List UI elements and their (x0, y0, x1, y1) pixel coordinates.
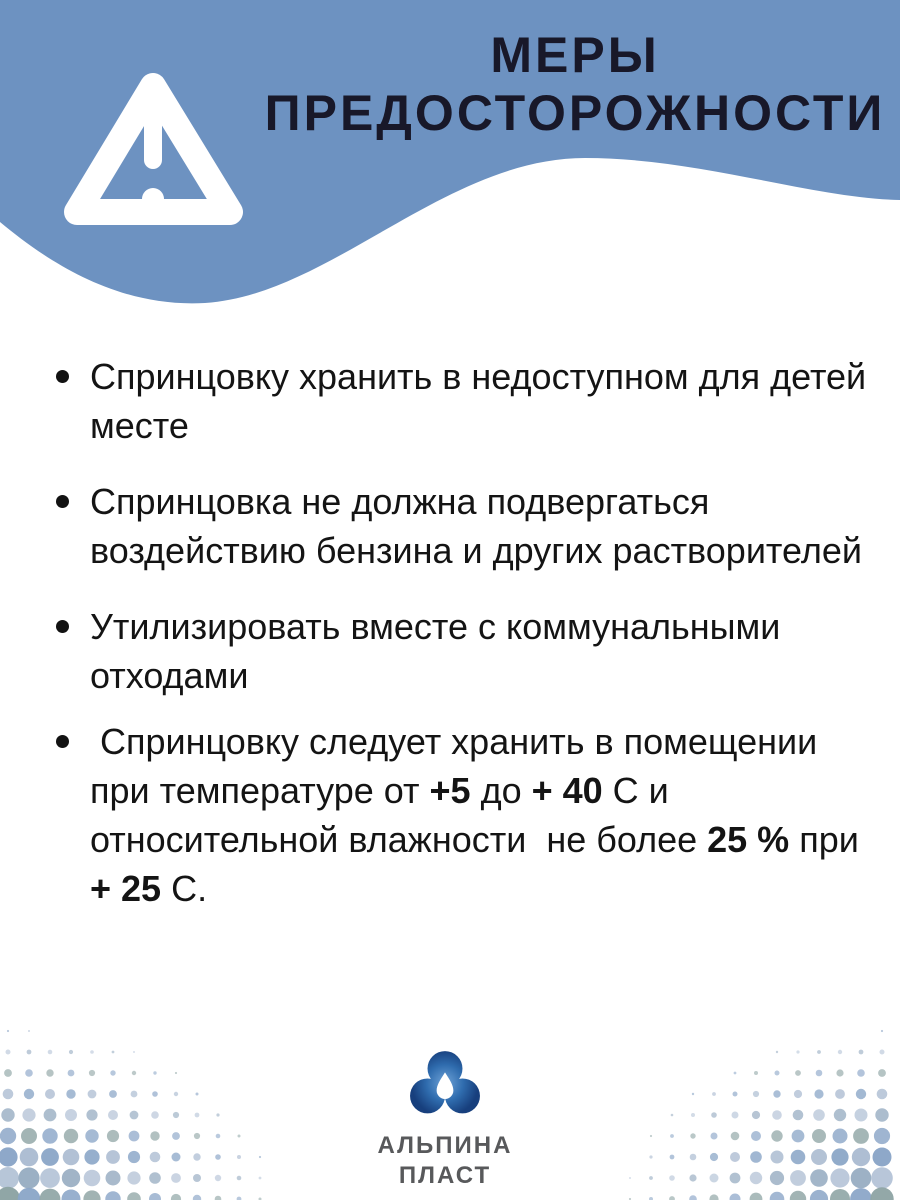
precaution-text: Спринцовку хранить в недоступном для детей месте (90, 356, 867, 446)
brand-logo-mark-icon (407, 1048, 483, 1118)
brand-name (345, 1131, 545, 1191)
page-title-line2: ПРЕДОСТОРОЖНОСТИ (264, 85, 886, 141)
bullet-dot (56, 620, 69, 633)
halftone-pattern-right (580, 1025, 900, 1200)
brand-name-line2: ПЛАСТ (398, 1162, 492, 1189)
precaution-item (56, 717, 876, 913)
precaution-item (56, 352, 876, 450)
bullet-dot (56, 495, 69, 508)
warning-exclamation-dot (142, 188, 164, 210)
brand-logo (345, 1048, 545, 1191)
page-title-line1: МЕРЫ (490, 27, 660, 83)
precaution-text: Утилизировать вместе с коммунальными отходами (90, 606, 781, 696)
bullet-dot (56, 370, 69, 383)
brand-name-line1: АЛЬПИНА (377, 1132, 513, 1159)
bullet-dot (56, 735, 69, 748)
precautions-list (56, 352, 876, 940)
warning-triangle-icon (56, 60, 251, 265)
precaution-item (56, 477, 876, 575)
precaution-text: Спринцовка не должна подвергаться воздействию бензина и других растворителей (90, 481, 862, 571)
precaution-item (56, 602, 876, 700)
precaution-text: Спринцовку следует хранить в помещении при температуре от +5 до + 40 С и относительной влажности не более 25 % при + 25 С. (90, 721, 859, 909)
halftone-pattern-left (0, 1025, 320, 1200)
page-title (230, 26, 900, 142)
